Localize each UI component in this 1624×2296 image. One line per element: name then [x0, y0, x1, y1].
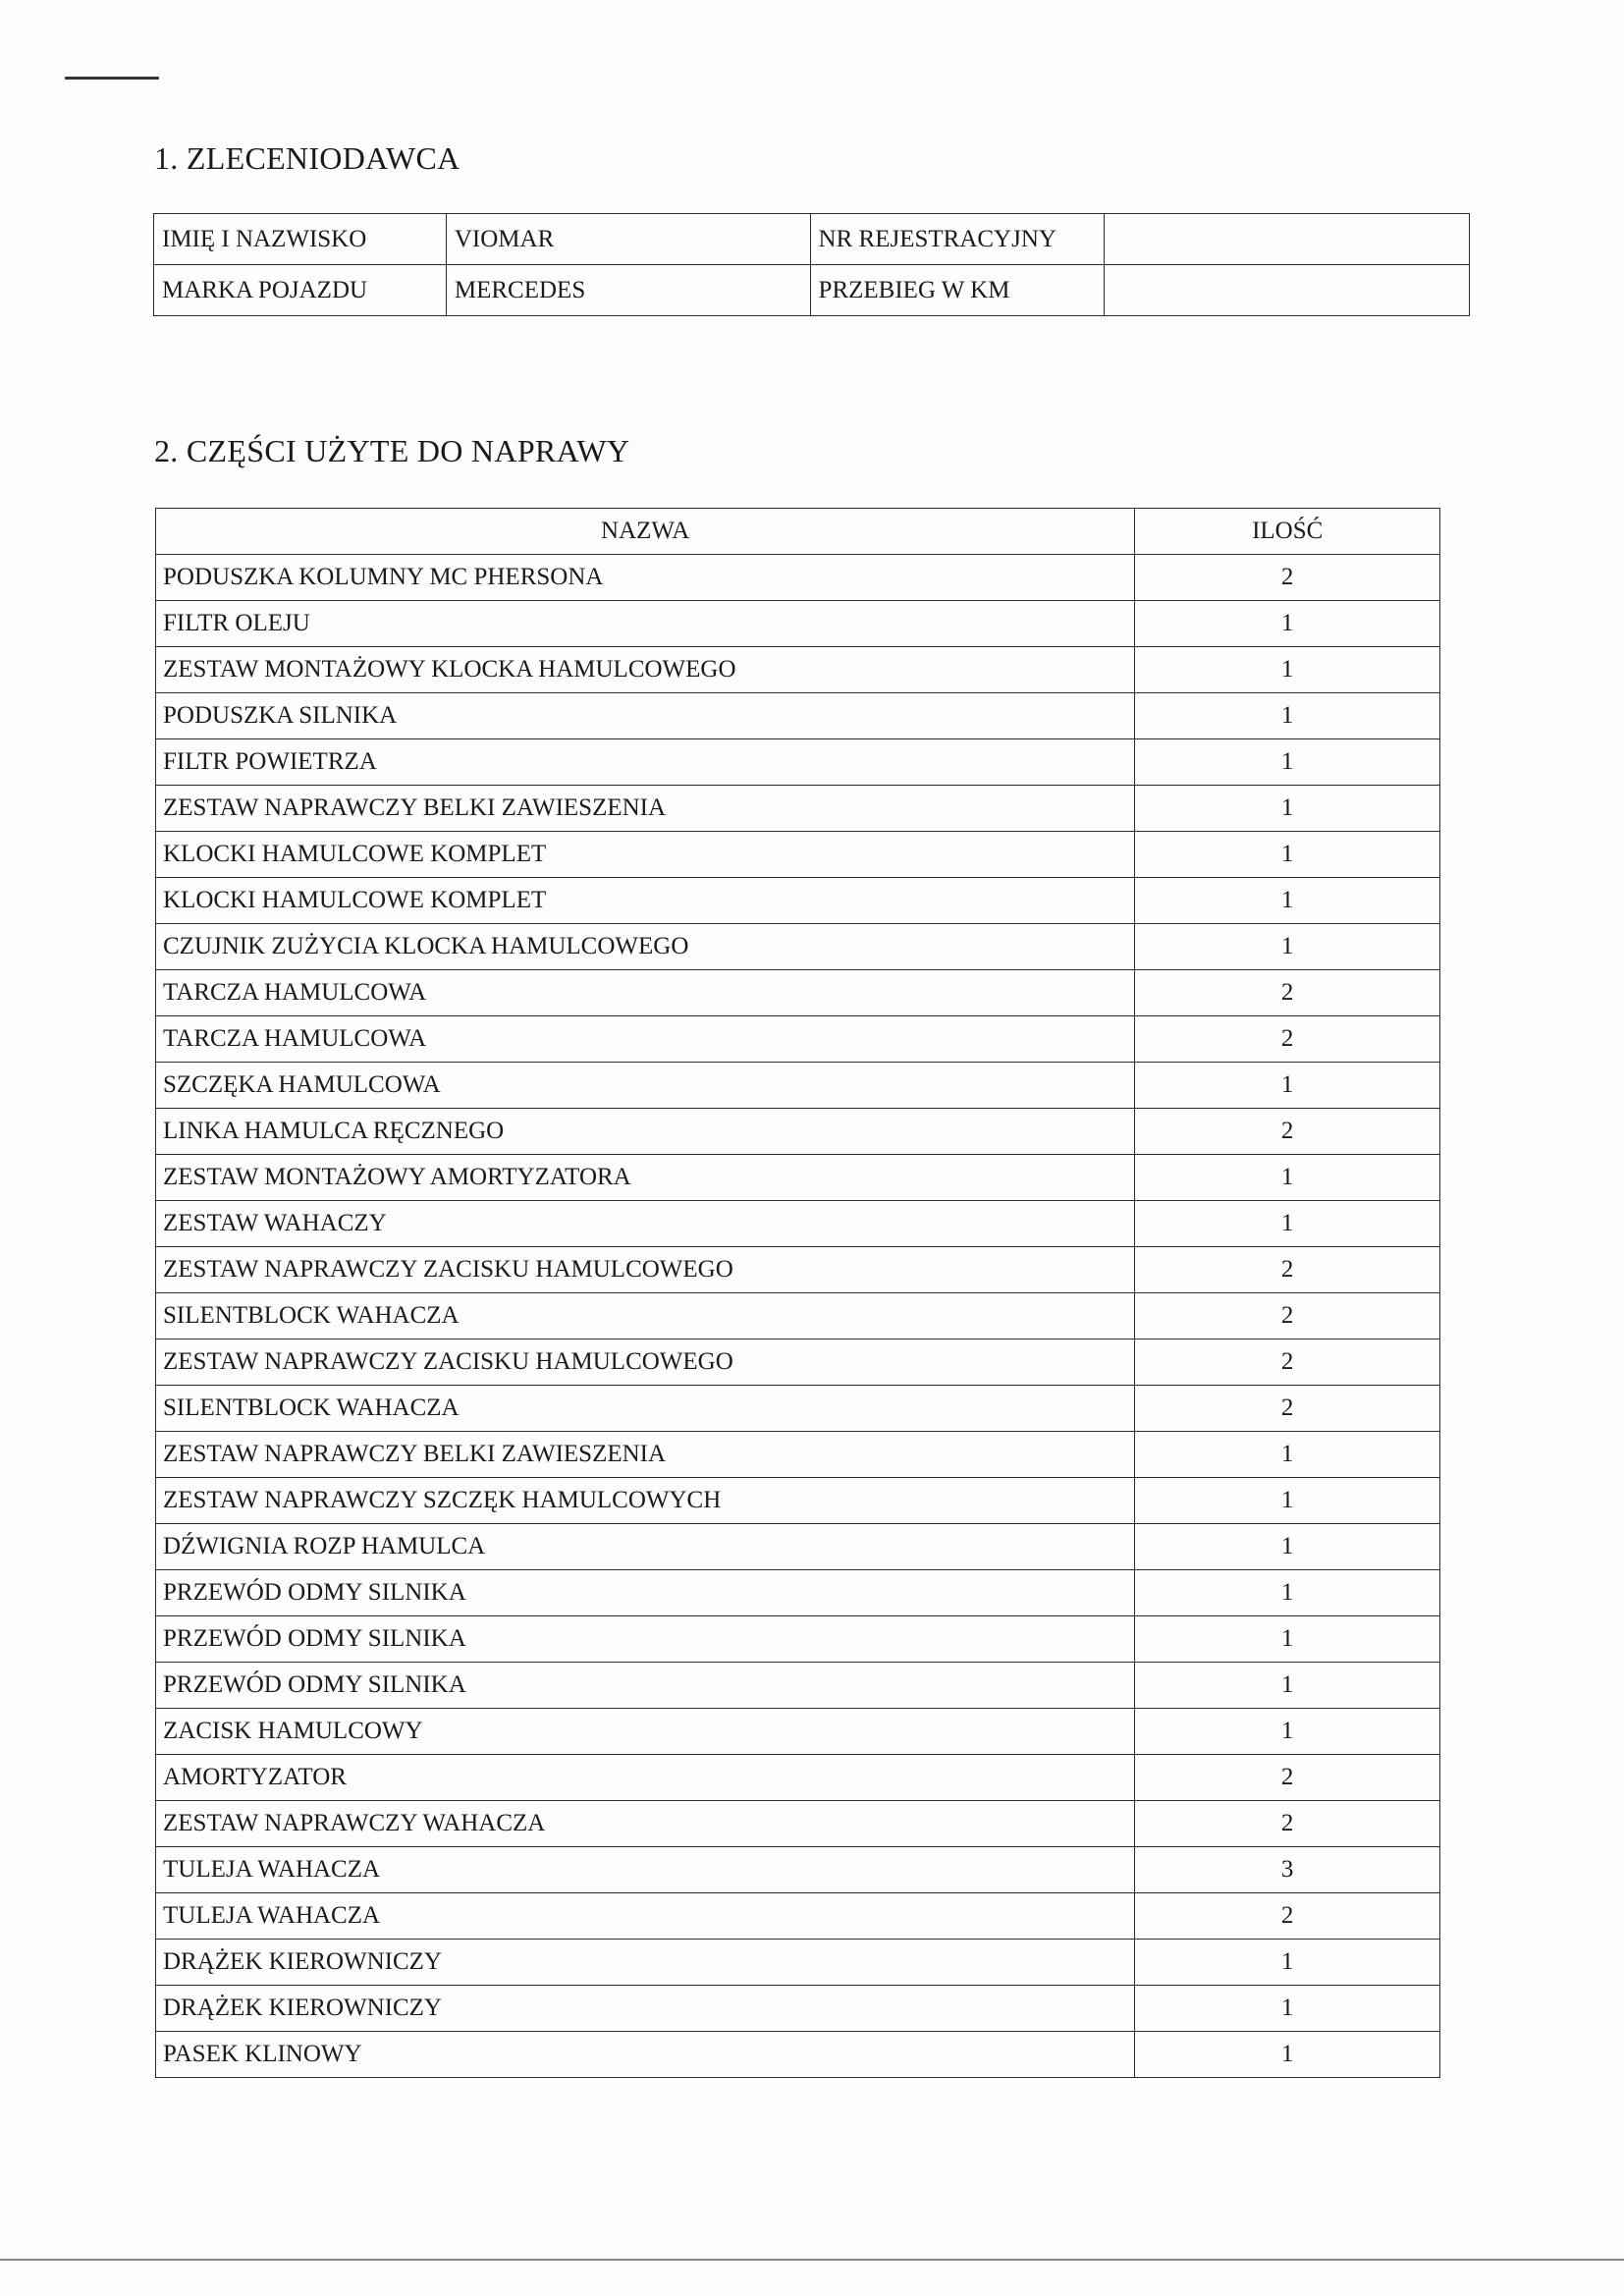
part-qty: 2 [1135, 1755, 1440, 1801]
part-qty: 2 [1135, 555, 1440, 601]
part-qty: 1 [1135, 1570, 1440, 1616]
part-name: ZESTAW MONTAŻOWY KLOCKA HAMULCOWEGO [156, 647, 1135, 693]
table-row [156, 1940, 1440, 1986]
part-qty: 1 [1135, 832, 1440, 878]
table-row [156, 1524, 1440, 1570]
client-row [154, 265, 1470, 316]
part-name: TULEJA WAHACZA [156, 1893, 1135, 1940]
corner-mark [65, 77, 159, 80]
part-name: SILENTBLOCK WAHACZA [156, 1386, 1135, 1432]
table-row [156, 739, 1440, 786]
table-row [156, 1478, 1440, 1524]
page-bottom-edge [0, 2259, 1624, 2261]
part-qty: 2 [1135, 1386, 1440, 1432]
part-qty: 1 [1135, 1616, 1440, 1663]
part-qty: 1 [1135, 1478, 1440, 1524]
client-label: PRZEBIEG W KM [810, 265, 1105, 316]
part-qty: 1 [1135, 647, 1440, 693]
table-row [156, 1155, 1440, 1201]
table-row [156, 601, 1440, 647]
part-name: ZESTAW NAPRAWCZY WAHACZA [156, 1801, 1135, 1847]
client-row [154, 214, 1470, 265]
table-row [156, 1109, 1440, 1155]
client-label: IMIĘ I NAZWISKO [154, 214, 447, 265]
table-row [156, 1801, 1440, 1847]
part-qty: 2 [1135, 1893, 1440, 1940]
part-qty: 2 [1135, 970, 1440, 1016]
table-row [156, 1663, 1440, 1709]
table-row [156, 555, 1440, 601]
part-name: SZCZĘKA HAMULCOWA [156, 1063, 1135, 1109]
part-name: PRZEWÓD ODMY SILNIKA [156, 1616, 1135, 1663]
part-qty: 1 [1135, 1432, 1440, 1478]
client-label: NR REJESTRACYJNY [810, 214, 1105, 265]
part-name: ZESTAW NAPRAWCZY BELKI ZAWIESZENIA [156, 1432, 1135, 1478]
part-name: TARCZA HAMULCOWA [156, 1016, 1135, 1063]
part-name: ZESTAW WAHACZY [156, 1201, 1135, 1247]
part-name: KLOCKI HAMULCOWE KOMPLET [156, 832, 1135, 878]
table-row [156, 1755, 1440, 1801]
table-row [156, 693, 1440, 739]
part-name: DŹWIGNIA ROZP HAMULCA [156, 1524, 1135, 1570]
part-qty: 2 [1135, 1016, 1440, 1063]
client-value: MERCEDES [446, 265, 810, 316]
part-name: CZUJNIK ZUŻYCIA KLOCKA HAMULCOWEGO [156, 924, 1135, 970]
part-qty: 1 [1135, 1709, 1440, 1755]
part-name: PODUSZKA SILNIKA [156, 693, 1135, 739]
part-qty: 1 [1135, 878, 1440, 924]
part-name: ZESTAW MONTAŻOWY AMORTYZATORA [156, 1155, 1135, 1201]
part-qty: 3 [1135, 1847, 1440, 1893]
table-row [156, 1247, 1440, 1293]
table-row [156, 1016, 1440, 1063]
part-qty: 1 [1135, 1063, 1440, 1109]
part-qty: 1 [1135, 1986, 1440, 2032]
parts-header-row [156, 509, 1440, 555]
part-name: PRZEWÓD ODMY SILNIKA [156, 1663, 1135, 1709]
part-qty: 1 [1135, 786, 1440, 832]
part-name: KLOCKI HAMULCOWE KOMPLET [156, 878, 1135, 924]
part-name: ZESTAW NAPRAWCZY BELKI ZAWIESZENIA [156, 786, 1135, 832]
table-row [156, 647, 1440, 693]
part-qty: 1 [1135, 1663, 1440, 1709]
part-qty: 2 [1135, 1293, 1440, 1339]
part-name: PASEK KLINOWY [156, 2032, 1135, 2078]
part-qty: 1 [1135, 1201, 1440, 1247]
part-name: AMORTYZATOR [156, 1755, 1135, 1801]
table-row [156, 1709, 1440, 1755]
part-name: TARCZA HAMULCOWA [156, 970, 1135, 1016]
part-name: ZESTAW NAPRAWCZY ZACISKU HAMULCOWEGO [156, 1247, 1135, 1293]
part-name: PRZEWÓD ODMY SILNIKA [156, 1570, 1135, 1616]
part-qty: 1 [1135, 693, 1440, 739]
part-name: LINKA HAMULCA RĘCZNEGO [156, 1109, 1135, 1155]
table-row [156, 1986, 1440, 2032]
table-row [156, 1063, 1440, 1109]
table-row [156, 1616, 1440, 1663]
part-qty: 1 [1135, 1940, 1440, 1986]
table-row [156, 970, 1440, 1016]
table-row [156, 786, 1440, 832]
table-row [156, 1432, 1440, 1478]
part-qty: 2 [1135, 1339, 1440, 1386]
table-row [156, 1201, 1440, 1247]
part-qty: 1 [1135, 924, 1440, 970]
part-name: ZACISK HAMULCOWY [156, 1709, 1135, 1755]
column-header-name: NAZWA [156, 509, 1135, 555]
part-name: ZESTAW NAPRAWCZY SZCZĘK HAMULCOWYCH [156, 1478, 1135, 1524]
part-qty: 2 [1135, 1801, 1440, 1847]
part-qty: 1 [1135, 601, 1440, 647]
part-name: ZESTAW NAPRAWCZY ZACISKU HAMULCOWEGO [156, 1339, 1135, 1386]
client-table [153, 213, 1470, 316]
table-row [156, 2032, 1440, 2078]
part-name: TULEJA WAHACZA [156, 1847, 1135, 1893]
parts-body [156, 555, 1440, 2078]
table-row [156, 878, 1440, 924]
column-header-qty: ILOŚĆ [1135, 509, 1440, 555]
part-name: DRĄŻEK KIEROWNICZY [156, 1986, 1135, 2032]
part-qty: 2 [1135, 1247, 1440, 1293]
part-name: FILTR OLEJU [156, 601, 1135, 647]
part-qty: 2 [1135, 1109, 1440, 1155]
table-row [156, 1386, 1440, 1432]
table-row [156, 1570, 1440, 1616]
table-row [156, 832, 1440, 878]
part-name: PODUSZKA KOLUMNY MC PHERSONA [156, 555, 1135, 601]
table-row [156, 1293, 1440, 1339]
part-name: SILENTBLOCK WAHACZA [156, 1293, 1135, 1339]
section-title-client: 1. ZLECENIODAWCA [154, 140, 460, 176]
table-row [156, 1847, 1440, 1893]
table-row [156, 924, 1440, 970]
part-qty: 1 [1135, 2032, 1440, 2078]
part-name: FILTR POWIETRZA [156, 739, 1135, 786]
client-value [1105, 214, 1470, 265]
part-qty: 1 [1135, 1155, 1440, 1201]
client-label: MARKA POJAZDU [154, 265, 447, 316]
table-row [156, 1339, 1440, 1386]
client-value [1105, 265, 1470, 316]
table-row [156, 1893, 1440, 1940]
part-qty: 1 [1135, 739, 1440, 786]
part-qty: 1 [1135, 1524, 1440, 1570]
parts-table [155, 508, 1440, 2078]
client-value: VIOMAR [446, 214, 810, 265]
part-name: DRĄŻEK KIEROWNICZY [156, 1940, 1135, 1986]
section-title-parts: 2. CZĘŚCI UŻYTE DO NAPRAWY [154, 433, 630, 468]
